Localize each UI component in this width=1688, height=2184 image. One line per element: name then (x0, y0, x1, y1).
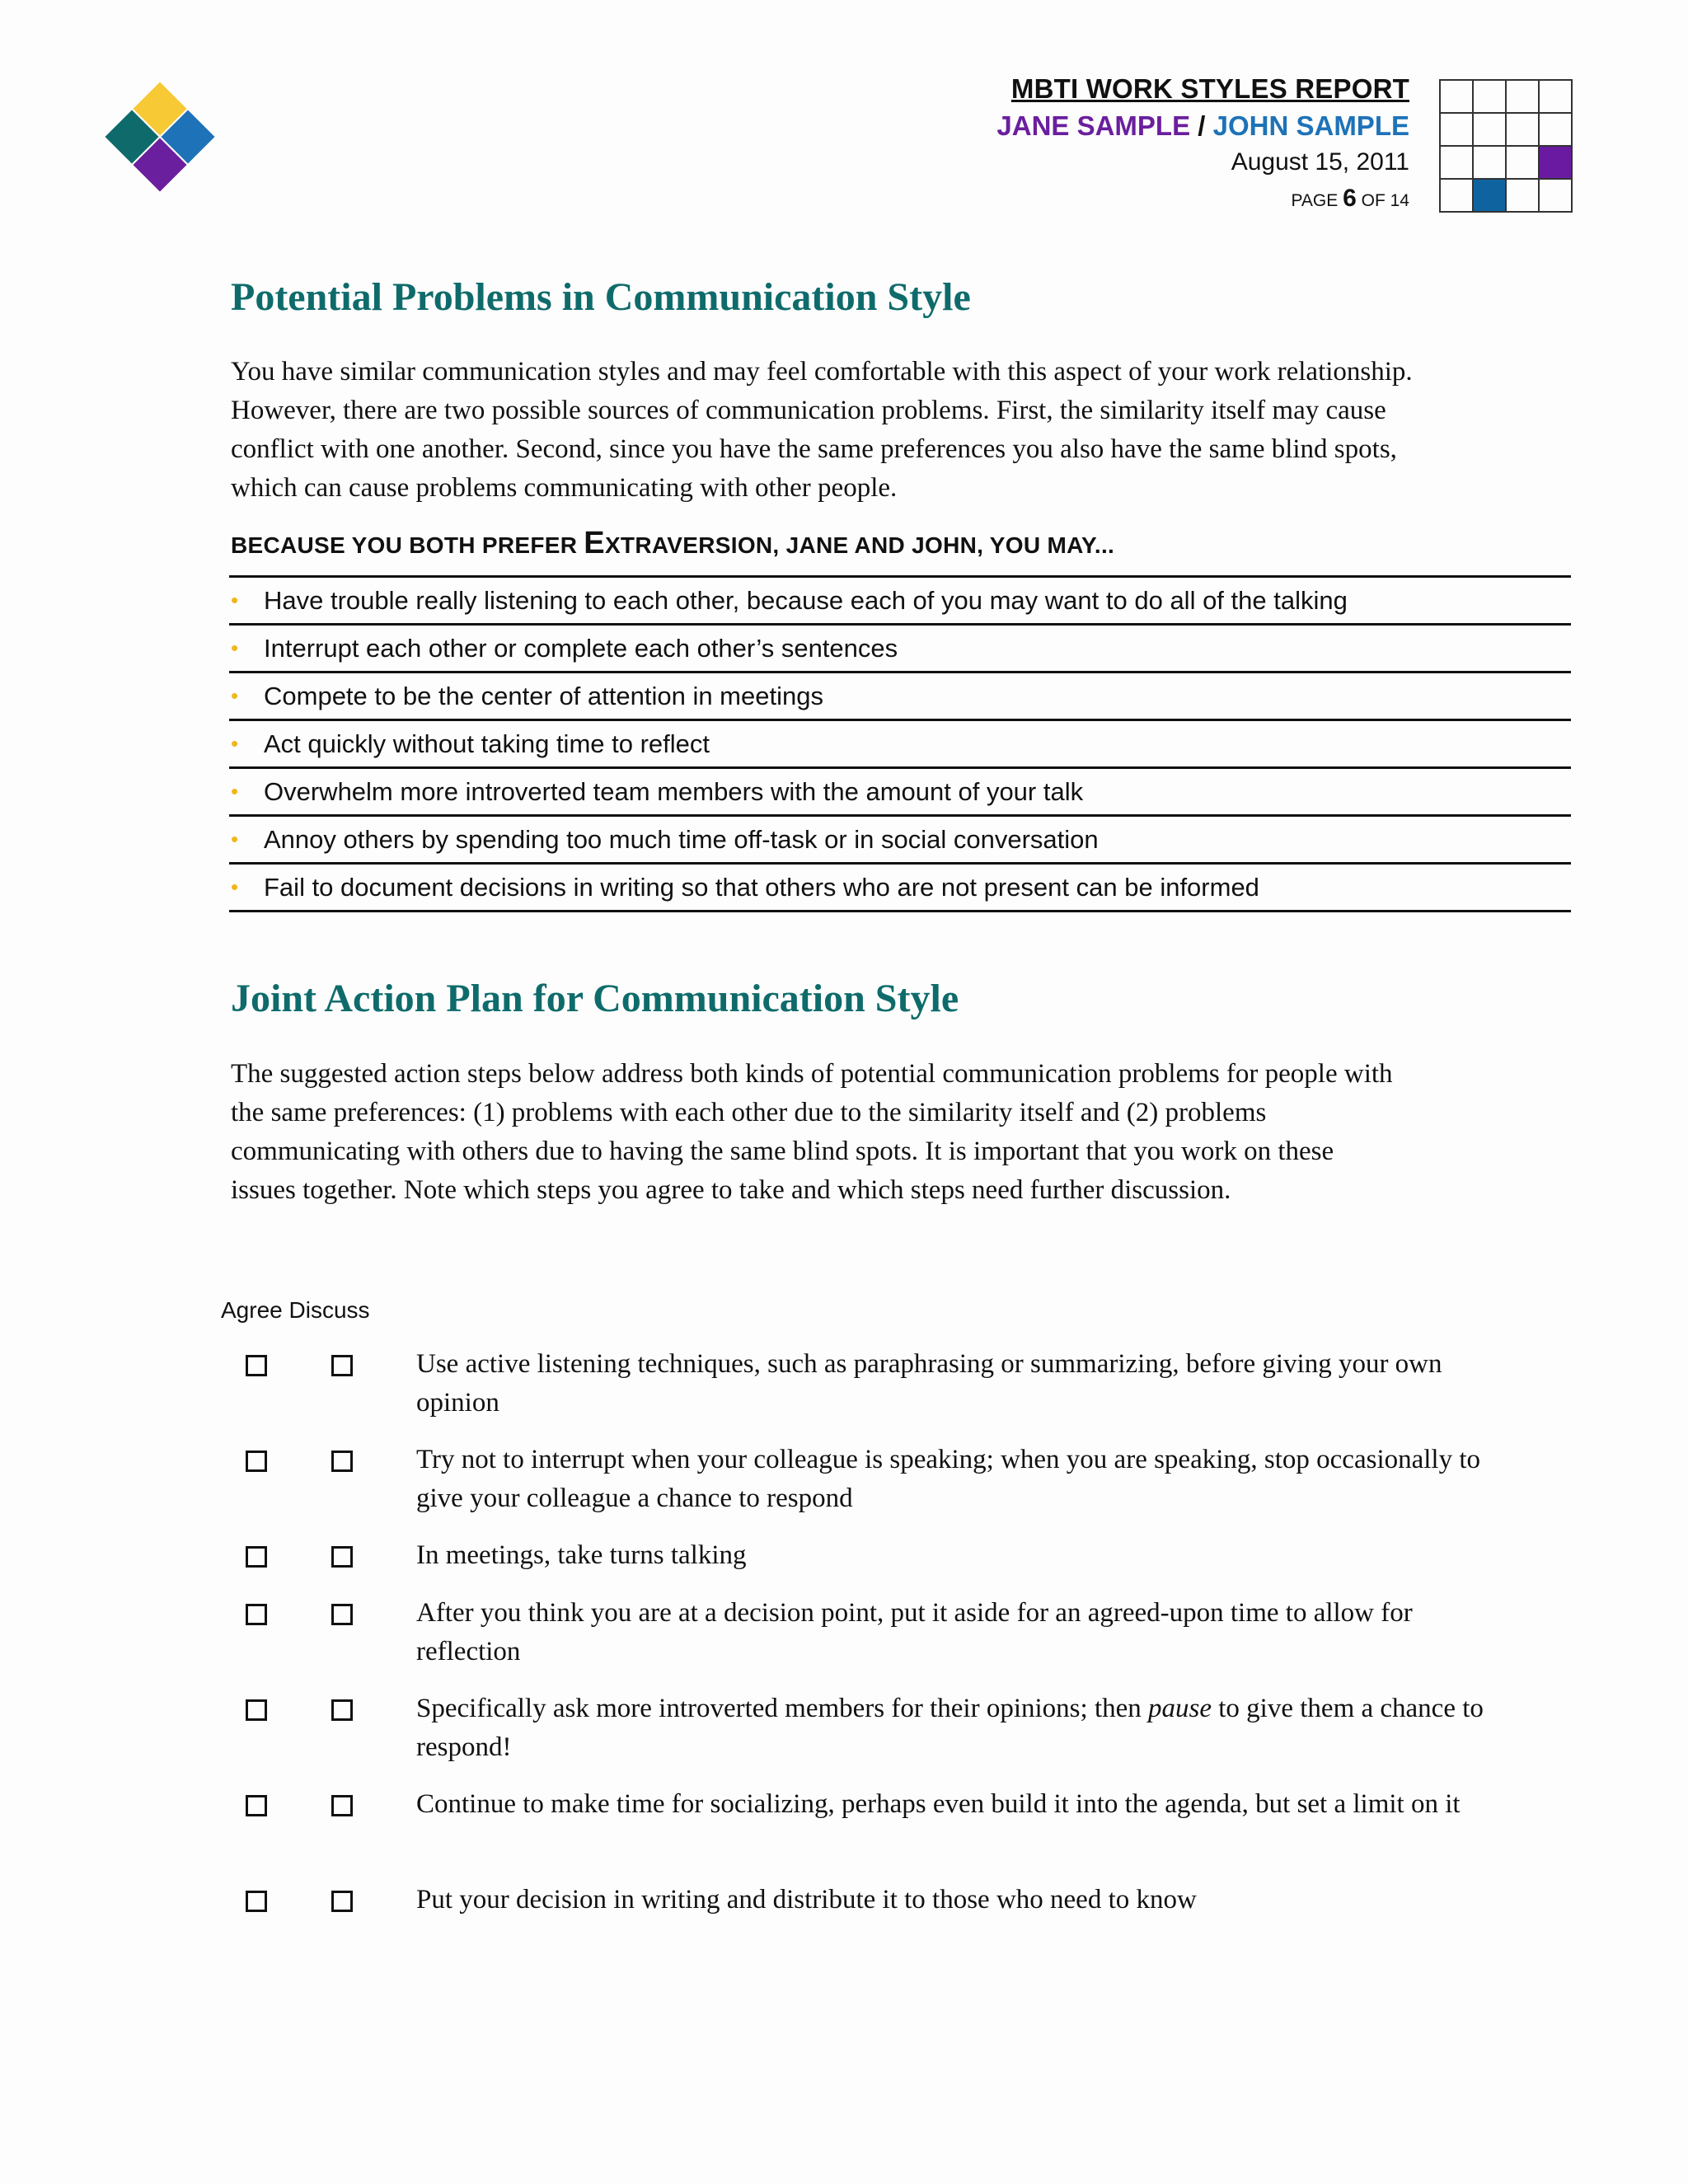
type-grid (1439, 79, 1573, 213)
agree-checkbox[interactable] (246, 1546, 267, 1568)
problem-item (229, 673, 1571, 721)
discuss-header: Discuss (288, 1297, 370, 1323)
action-step-text: Continue to make time for socializing, perhaps even build it into the agenda, but set a limit on it (416, 1789, 1461, 1819)
discuss-checkbox[interactable] (331, 1604, 353, 1625)
bullet-icon: • (231, 635, 239, 660)
bullet-icon: • (231, 731, 239, 756)
agree-checkbox[interactable] (246, 1355, 267, 1376)
problem-text: Act quickly without taking time to reflect (264, 729, 710, 758)
action-step-text: After you think you are at a decision point, put it aside for an agreed-upon time to allow for reflection (416, 1598, 1413, 1666)
discuss-checkbox[interactable] (331, 1699, 353, 1721)
agree-checkbox[interactable] (246, 1451, 267, 1472)
action-plan-intro: The suggested action steps below address both kinds of potential communication problems for people with the same preferences: (1) problems with each other due to the similarity itself and (2) problems communicating with others due to having the same blind spots. It is important that you work on these issues together. Note which steps you agree to take and which steps need further discussion. (231, 1059, 1393, 1205)
discuss-checkbox[interactable] (331, 1546, 353, 1568)
bullet-icon: • (231, 874, 239, 899)
agree-header: Agree (221, 1297, 283, 1323)
bullet-icon: • (231, 827, 239, 851)
problem-text: Have trouble really listening to each other, because each of you may want to do all of the talking (264, 586, 1348, 615)
section-title-problems: Potential Problems in Communication Style (231, 275, 971, 319)
action-step-text: In meetings, take turns talking (416, 1540, 747, 1570)
report-date: August 15, 2011 (1231, 148, 1409, 176)
grid-cell-purple (1540, 147, 1573, 180)
report-title: MBTI WORK STYLES REPORT (1010, 73, 1409, 104)
problem-item (229, 817, 1571, 865)
agree-checkbox[interactable] (246, 1604, 267, 1625)
section-title-action-plan: Joint Action Plan for Communication Style (231, 977, 959, 1020)
column-headers (221, 1297, 370, 1324)
page-indicator: PAGE 6 OF 14 (1291, 185, 1409, 212)
problem-text: Fail to document decisions in writing so that others who are not present can be informed (264, 873, 1259, 902)
problem-item (229, 578, 1571, 626)
name-jane: JANE SAMPLE (996, 110, 1191, 141)
problems-intro: You have similar communication styles and may feel comfortable with this aspect of your work relationship. However, there are two possible sources of communication problems. First, the similarity itself may cause conflict with one another. Second, since you have the same preferences you also have the same blind spots, which can cause problems communicating with other people. (231, 357, 1413, 503)
bullet-icon: • (231, 779, 239, 804)
problem-item (229, 769, 1571, 817)
bullet-icon: • (231, 683, 239, 708)
discuss-checkbox[interactable] (331, 1891, 353, 1912)
discuss-checkbox[interactable] (331, 1355, 353, 1376)
agree-checkbox[interactable] (246, 1795, 267, 1816)
name-separator: / (1190, 110, 1213, 141)
action-step-text: Use active listening techniques, such as paraphrasing or summarizing, before giving your own opinion (416, 1349, 1442, 1418)
problems-list (229, 575, 1571, 912)
agree-checkbox[interactable] (246, 1699, 267, 1721)
discuss-checkbox[interactable] (331, 1451, 353, 1472)
bullet-icon: • (231, 588, 239, 612)
action-step-text: Specifically ask more introverted members for their opinions; then pause to give them a chance to respond! (416, 1694, 1484, 1762)
problem-text: Interrupt each other or complete each other’s sentences (264, 634, 898, 663)
report-header (996, 73, 1409, 217)
extraversion-subhead: BECAUSE YOU BOTH PREFER EXTRAVERSION, JANE AND JOHN, YOU MAY... (231, 526, 1115, 560)
problem-item (229, 626, 1571, 673)
problem-text: Overwhelm more introverted team members with the amount of your talk (264, 777, 1084, 806)
name-john: JOHN SAMPLE (1212, 110, 1409, 141)
problem-item (229, 865, 1571, 912)
grid-cell-blue (1474, 180, 1507, 213)
participant-names (996, 109, 1409, 143)
problem-text: Annoy others by spending too much time off-task or in social conversation (264, 825, 1099, 854)
problem-text: Compete to be the center of attention in meetings (264, 682, 823, 710)
action-step-text: Try not to interrupt when your colleague is speaking; when you are speaking, stop occasionally to give your colleague a chance to respond (416, 1445, 1481, 1513)
mbti-logo (102, 82, 218, 198)
agree-checkbox[interactable] (246, 1891, 267, 1912)
action-step-text: Put your decision in writing and distribute it to those who need to know (416, 1885, 1197, 1915)
discuss-checkbox[interactable] (331, 1795, 353, 1816)
problem-item (229, 721, 1571, 769)
